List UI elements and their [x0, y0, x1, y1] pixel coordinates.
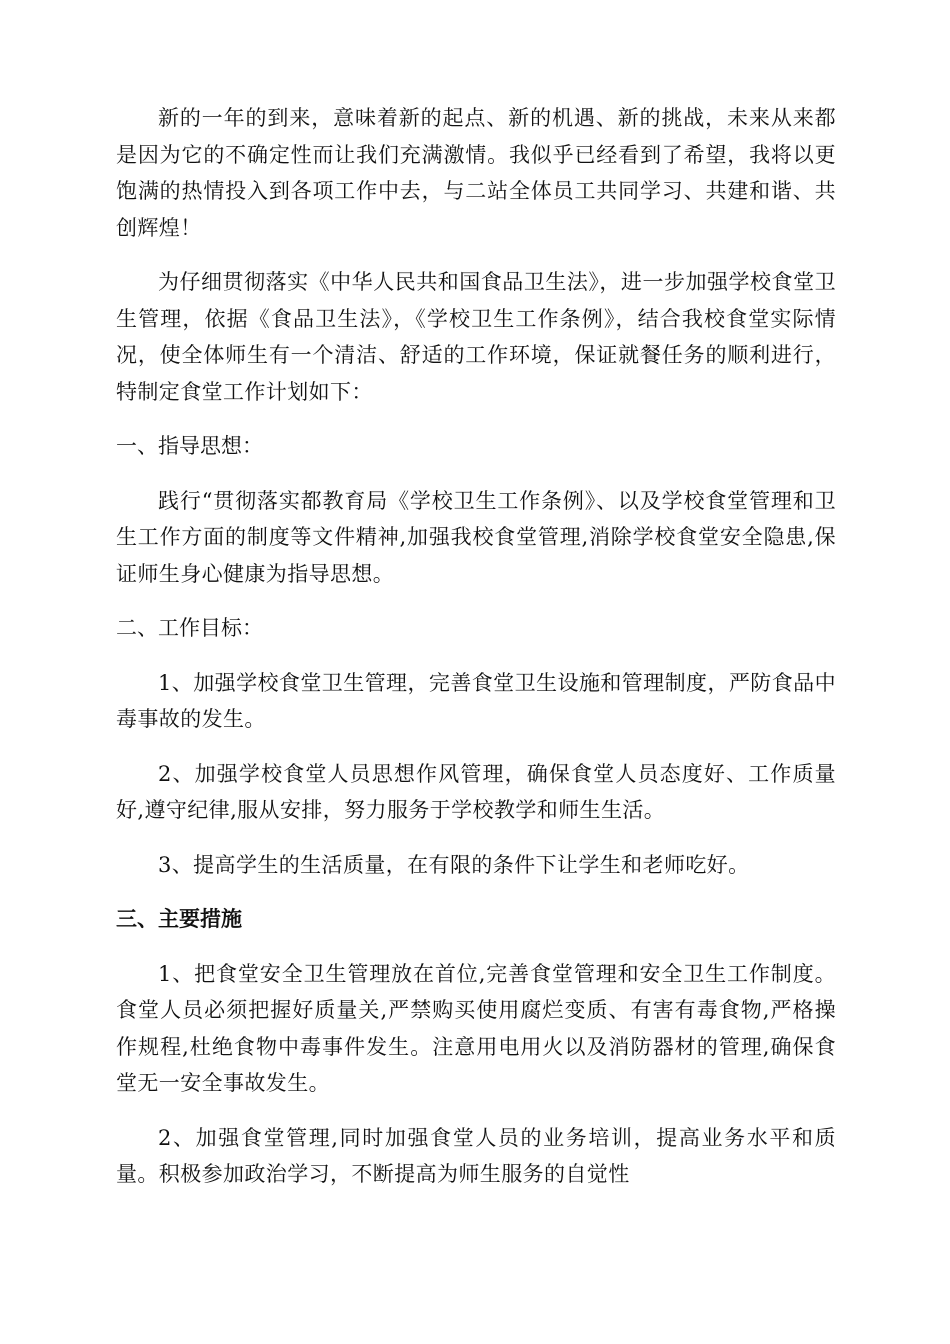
goal-item-2: 2、加强学校食堂人员思想作风管理，确保食堂人员态度好、工作质量好,遵守纪律,服从安排，努力服务于学校教学和师生生活。	[116, 761, 836, 822]
measure-item-2: 2、加强食堂管理,同时加强食堂人员的业务培训，提高业务水平和质量。积极参加政治学习，不断提高为师生服务的自觉性	[116, 1125, 836, 1186]
measure-item-1: 1、把食堂安全卫生管理放在首位,完善食堂管理和安全卫生工作制度。食堂人员必须把握好质量关,严禁购买使用腐烂变质、有害有毒食物,严格操作规程,杜绝食物中毒事件发生。注意用电用火以及消防器材的管理,确保食堂无一安全事故发生。	[116, 961, 836, 1095]
goal-item-1: 1、加强学校食堂卫生管理，完善食堂卫生设施和管理制度，严防食品中毒事故的发生。	[116, 670, 836, 731]
purpose-paragraph: 为仔细贯彻落实《中华人民共和国食品卫生法》，进一步加强学校食堂卫生管理，依据《食品卫生法》，《学校卫生工作条例》，结合我校食堂实际情况，使全体师生有一个清洁、舒适的工作环境，保证就餐任务的顺利进行，特制定食堂工作计划如下：	[116, 270, 836, 404]
section-heading-main-measures: 三、主要措施	[116, 906, 242, 931]
guiding-ideology-paragraph: 践行“贯彻落实都教育局《学校卫生工作条例》、以及学校食堂管理和卫生工作方面的制度等文件精神,加强我校食堂管理,消除学校食堂安全隐患,保证师生身心健康为指导思想。	[116, 488, 836, 586]
document-page	[116, 100, 836, 1211]
intro-paragraph: 新的一年的到来，意味着新的起点、新的机遇、新的挑战，未来从来都是因为它的不确定性而让我们充满激情。我似乎已经看到了希望，我将以更饱满的热情投入到各项工作中去，与二站全体员工共同学习、共建和谐、共创辉煌！	[116, 106, 836, 240]
section-heading-guiding-ideology: 一、指导思想：	[116, 434, 263, 458]
goal-item-3: 3、提高学生的生活质量，在有限的条件下让学生和老师吃好。	[158, 852, 750, 877]
section-heading-work-goals: 二、工作目标：	[116, 616, 263, 640]
